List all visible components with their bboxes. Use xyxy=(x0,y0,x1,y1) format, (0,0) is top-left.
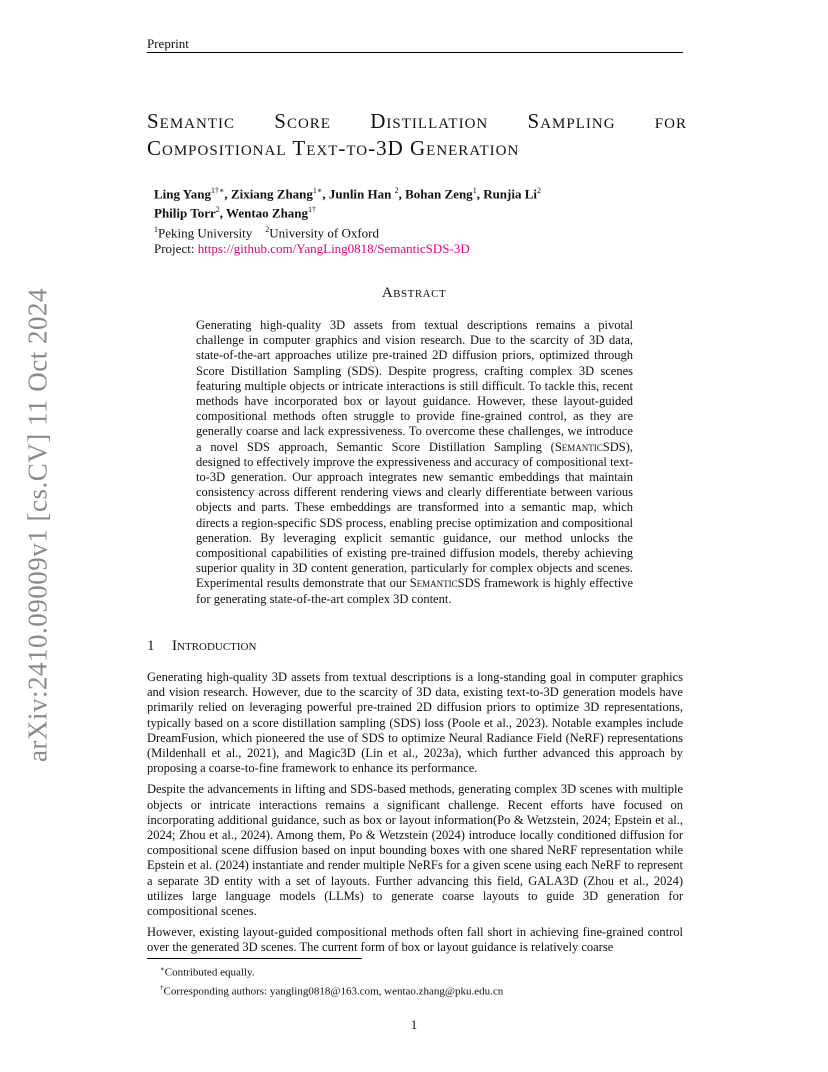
section-heading xyxy=(147,638,256,655)
author-name: Zixiang Zhang xyxy=(230,186,313,202)
section-title: Introduction xyxy=(172,638,257,654)
footnote-text: Corresponding authors: yangling0818@163.com, wentao.zhang@pku.edu.cn xyxy=(163,985,504,998)
abstract-body xyxy=(196,318,633,607)
page-number: 1 xyxy=(410,1017,418,1032)
affiliation-2: University of Oxford xyxy=(269,224,380,240)
author-name: Junlin Han xyxy=(328,186,392,202)
title-line-1: Semantic Score Distillation Sampling for xyxy=(147,109,687,133)
author-name: Philip Torr xyxy=(154,205,216,221)
method-name: SemanticSDS xyxy=(554,439,626,454)
arxiv-stamp-text: arXiv:2410.09009v1 [cs.CV] 11 Oct 2024 xyxy=(22,288,53,762)
author-mark: 1† xyxy=(308,205,317,215)
arxiv-stamp xyxy=(8,290,68,760)
abstract-text: Generating high-quality 3D assets from textual descriptions remains a pivotal challenge in computer graphics and vision research. Due to the scarcity of 3D data, state-of-the-art approaches utilize pre-trained 2D diffusion priors, optimized through Score Distillation Sampling (SDS). Despite progress, crafting complex 3D scenes featuring multiple objects or intricate interactions is still difficult. To tackle this, recent methods have incorporated box or layout guidance. However, these layout-guided compositional methods often struggle to provide fine-grained control, as they are generally coarse and lack expressiveness. To overcome these challenges, we introduce a novel SDS approach, Semantic Score Distillation Sampling ( xyxy=(196,318,633,454)
author-name: Ling Yang xyxy=(154,186,211,202)
affiliation-mark: 2 xyxy=(265,224,270,234)
project-link[interactable]: https://github.com/YangLing0818/SemanticSDS-3D xyxy=(197,240,470,256)
author-name: Runjia Li xyxy=(483,186,538,202)
footnotes xyxy=(160,962,503,999)
author-mark: 2 xyxy=(394,186,399,195)
paragraph: Despite the advancements in lifting and SDS-based methods, generating complex 3D scenes with multiple objects or intricate interactions remains a significant challenge. Recent efforts have focused on incorporating additional guidance, such as box or layout information(Po & Wetzstein, 2024; Epstein et al., 2024; Zhou et al., 2024). Among them, Po & Wetzstein (2024) introduce locally conditioned diffusion for compositional scene diffusion based on input bounding boxes with one shared NeRF representation while Epstein et al. (2024) instantiate and render multiple NeRFs for a given scene using each NeRF to represent a separate 3D entity with a set of layouts. Further advancing this field, GALA3D (Zhou et al., 2024) utilizes large language models (LLMs) to generate coarse layouts to guide 3D generation for compositional scenes. xyxy=(147,782,683,919)
project-line xyxy=(154,241,541,257)
method-name: SemanticSDS xyxy=(409,576,481,591)
author-block xyxy=(154,183,541,257)
abstract-text: ), designed to effectively improve the expressiveness and accuracy of compositional text-to-3D generation. Our approach integrates new semantic embeddings that maintain consistency across different rendering views and clearly differentiate between various objects and parts. These embeddings are transformed into a semantic map, which directs a region-specific SDS process, enabling precise optimization and compositional generation. By leveraging explicit semantic guidance, our method unlocks the compositional capabilities of existing pre-trained diffusion models, thereby achieving superior quality in 3D content generation, particularly for complex objects and scenes. Experimental results demonstrate that our xyxy=(196,439,633,591)
running-header: Preprint xyxy=(147,36,189,51)
paragraph: However, existing layout-guided compositional methods often fall short in achieving fine-grained control over the generated 3D scenes. The current form of box or layout guidance is relatively coarse xyxy=(147,925,683,955)
affiliation-1: Peking University xyxy=(158,224,253,240)
author-names-line-2: Philip Torr$^2$, Wentao Zhang$^{1\dagger}$ xyxy=(154,205,317,221)
footnote-2 xyxy=(160,981,503,1000)
author-mark: 1∗ xyxy=(312,186,323,195)
introduction-body xyxy=(147,670,683,962)
footnote-text: Contributed equally. xyxy=(164,966,255,979)
title-line-2: Compositional Text-to-3D Generation xyxy=(147,136,520,160)
author-mark: 1 xyxy=(472,186,477,195)
header-rule xyxy=(147,52,683,53)
footnote-rule xyxy=(147,958,362,959)
author-name: Bohan Zeng xyxy=(405,186,473,202)
footnote-mark: † xyxy=(160,983,164,992)
abstract-text: framework is highly effective for generating state-of-the-art complex 3D content. xyxy=(196,576,634,606)
author-names-line-1: Ling Yang$^{1\dagger∗}$, Zixiang Zhang$^{1∗}$, Junlin Han $^2$, Bohan Zeng$^1$, Runjia Li$^2$ xyxy=(154,186,542,202)
project-label: Project: xyxy=(154,240,195,256)
paragraph: Generating high-quality 3D assets from textual descriptions is a long-standing goal in computer graphics and vision research. However, due to the scarcity of 3D data, existing text-to-3D generation models have primarily relied on leveraging powerful pre-trained 2D diffusion priors to optimize 3D representations, typically based on a score distillation sampling (SDS) loss (Poole et al., 2023). Notable examples include DreamFusion, which pioneered the use of SDS to optimize Neural Radiance Field (NeRF) representations (Mildenhall et al., 2021), and Magic3D (Lin et al., 2023a), which further advanced this approach by proposing a coarse-to-fine framework to enhance its performance. xyxy=(147,670,683,776)
affiliations xyxy=(154,222,541,241)
author-name: Wentao Zhang xyxy=(226,205,309,221)
footnote-1 xyxy=(160,962,503,981)
abstract-heading: Abstract xyxy=(381,285,447,301)
author-mark: 1†∗ xyxy=(210,186,225,195)
footnote-mark: ∗ xyxy=(160,965,165,973)
affiliation-mark: 1 xyxy=(154,224,158,234)
section-number: 1 xyxy=(147,638,155,654)
paper-title xyxy=(147,108,687,162)
author-mark: 2 xyxy=(215,205,220,215)
author-mark: 2 xyxy=(537,186,542,195)
